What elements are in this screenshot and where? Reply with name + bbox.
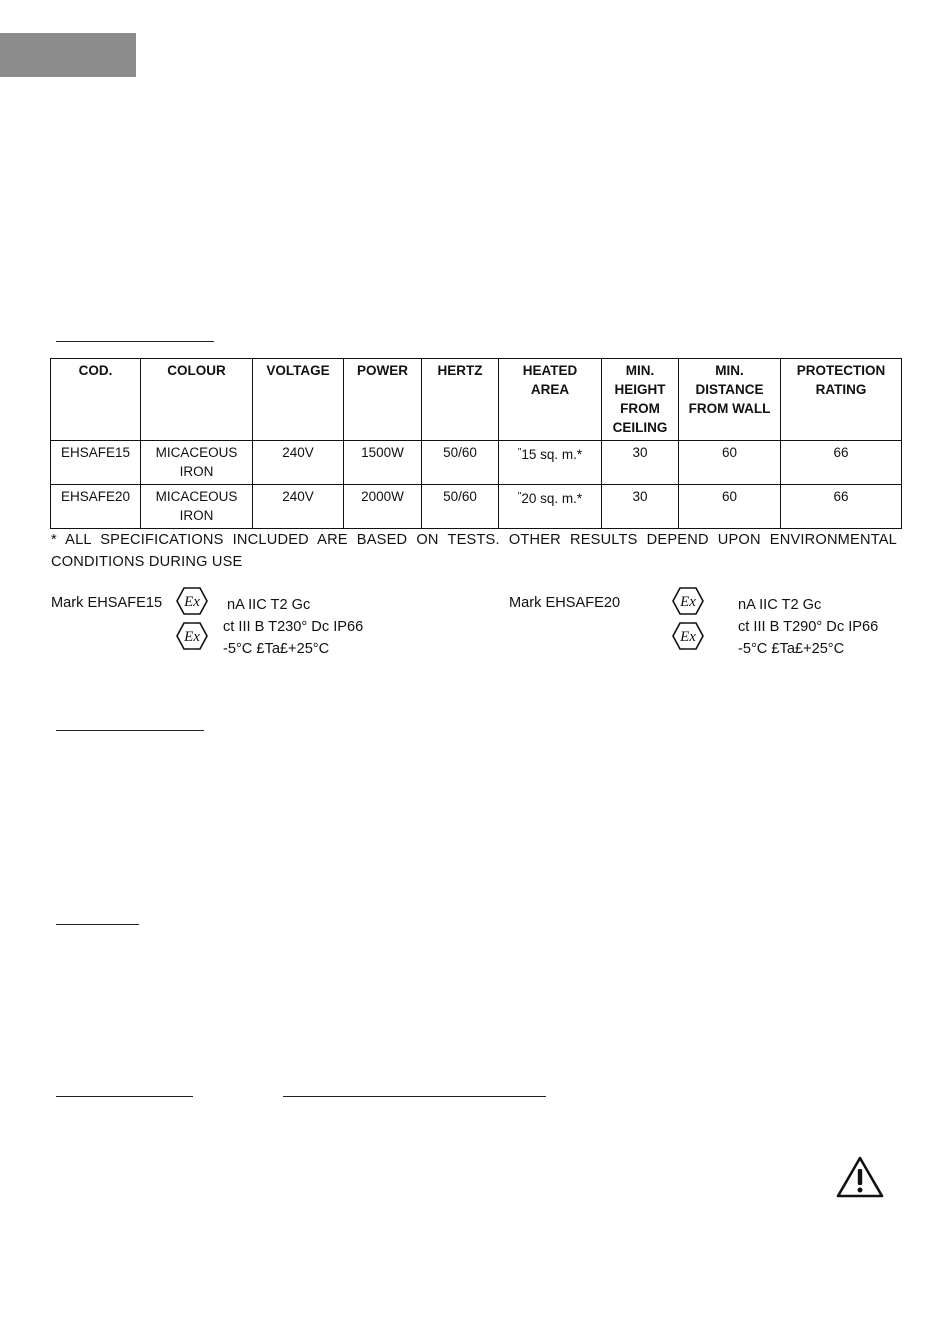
cell-min-height: 30 — [602, 485, 679, 529]
svg-text:Ex: Ex — [184, 594, 200, 610]
mark-line-1: nA IIC T2 Gc — [227, 597, 311, 613]
header-power: POWER — [344, 359, 422, 441]
ex-mark-icon — [671, 621, 705, 651]
cell-cod: EHSAFE20 — [51, 485, 141, 529]
mark-label-ehsafe20: Mark EHSAFE20 — [509, 595, 621, 611]
cell-colour: MICACEOUS IRON — [141, 441, 253, 485]
table-header-row — [51, 359, 902, 441]
mark-line-3: -5°C £Ta£+25°C — [738, 641, 845, 657]
header-min-distance: MIN. DISTANCE FROM WALL — [679, 359, 781, 441]
cell-hertz: 50/60 — [422, 485, 499, 529]
cell-min-height: 30 — [602, 441, 679, 485]
area-mark: " — [517, 491, 522, 502]
cell-voltage: 240V — [253, 441, 344, 485]
section-tab — [0, 33, 136, 77]
cell-hertz: 50/60 — [422, 441, 499, 485]
mark-line-1: nA IIC T2 Gc — [738, 597, 822, 613]
heading-underline — [56, 1096, 193, 1097]
svg-text:Ex: Ex — [184, 629, 200, 645]
cell-cod: EHSAFE15 — [51, 441, 141, 485]
cell-min-distance: 60 — [679, 485, 781, 529]
area-value: 15 sq. m.* — [521, 447, 583, 462]
header-colour: COLOUR — [141, 359, 253, 441]
header-protection: PROTECTION RATING — [781, 359, 902, 441]
area-mark: " — [517, 447, 522, 458]
heading-underline — [56, 730, 204, 731]
svg-text:Ex: Ex — [680, 629, 696, 645]
header-hertz: HERTZ — [422, 359, 499, 441]
mark-line-3: -5°C £Ta£+25°C — [223, 641, 330, 657]
cell-power: 1500W — [344, 441, 422, 485]
header-voltage: VOLTAGE — [253, 359, 344, 441]
cell-voltage: 240V — [253, 485, 344, 529]
heading-underline — [283, 1096, 546, 1097]
mark-line-2: ct III B T290° Dc IP66 — [738, 619, 879, 635]
mark-line-2: ct III B T230° Dc IP66 — [223, 619, 364, 635]
svg-text:Ex: Ex — [680, 594, 696, 610]
heading-underline — [56, 924, 139, 925]
ex-mark-icon — [175, 586, 209, 616]
mark-label-ehsafe15: Mark EHSAFE15 — [51, 595, 163, 611]
cell-colour: MICACEOUS IRON — [141, 485, 253, 529]
warning-triangle-icon — [836, 1156, 884, 1198]
specifications-table — [50, 358, 902, 529]
ex-mark-icon — [175, 621, 209, 651]
cell-min-distance: 60 — [679, 441, 781, 485]
header-cod: COD. — [51, 359, 141, 441]
area-value: 20 sq. m.* — [521, 491, 583, 506]
table-row — [51, 441, 902, 485]
cell-protection: 66 — [781, 485, 902, 529]
cell-heated-area — [499, 441, 602, 485]
specifications-footnote: * ALL SPECIFICATIONS INCLUDED ARE BASED ON TESTS. OTHER RESULTS DEPEND UPON ENVIRONMENTAL CONDITIONS DURING USE — [51, 532, 897, 570]
heading-underline — [56, 341, 214, 342]
cell-protection: 66 — [781, 441, 902, 485]
header-min-height: MIN. HEIGHT FROM CEILING — [602, 359, 679, 441]
table-row — [51, 485, 902, 529]
cell-heated-area — [499, 485, 602, 529]
header-heated-area: HEATED AREA — [499, 359, 602, 441]
cell-power: 2000W — [344, 485, 422, 529]
ex-mark-icon — [671, 586, 705, 616]
